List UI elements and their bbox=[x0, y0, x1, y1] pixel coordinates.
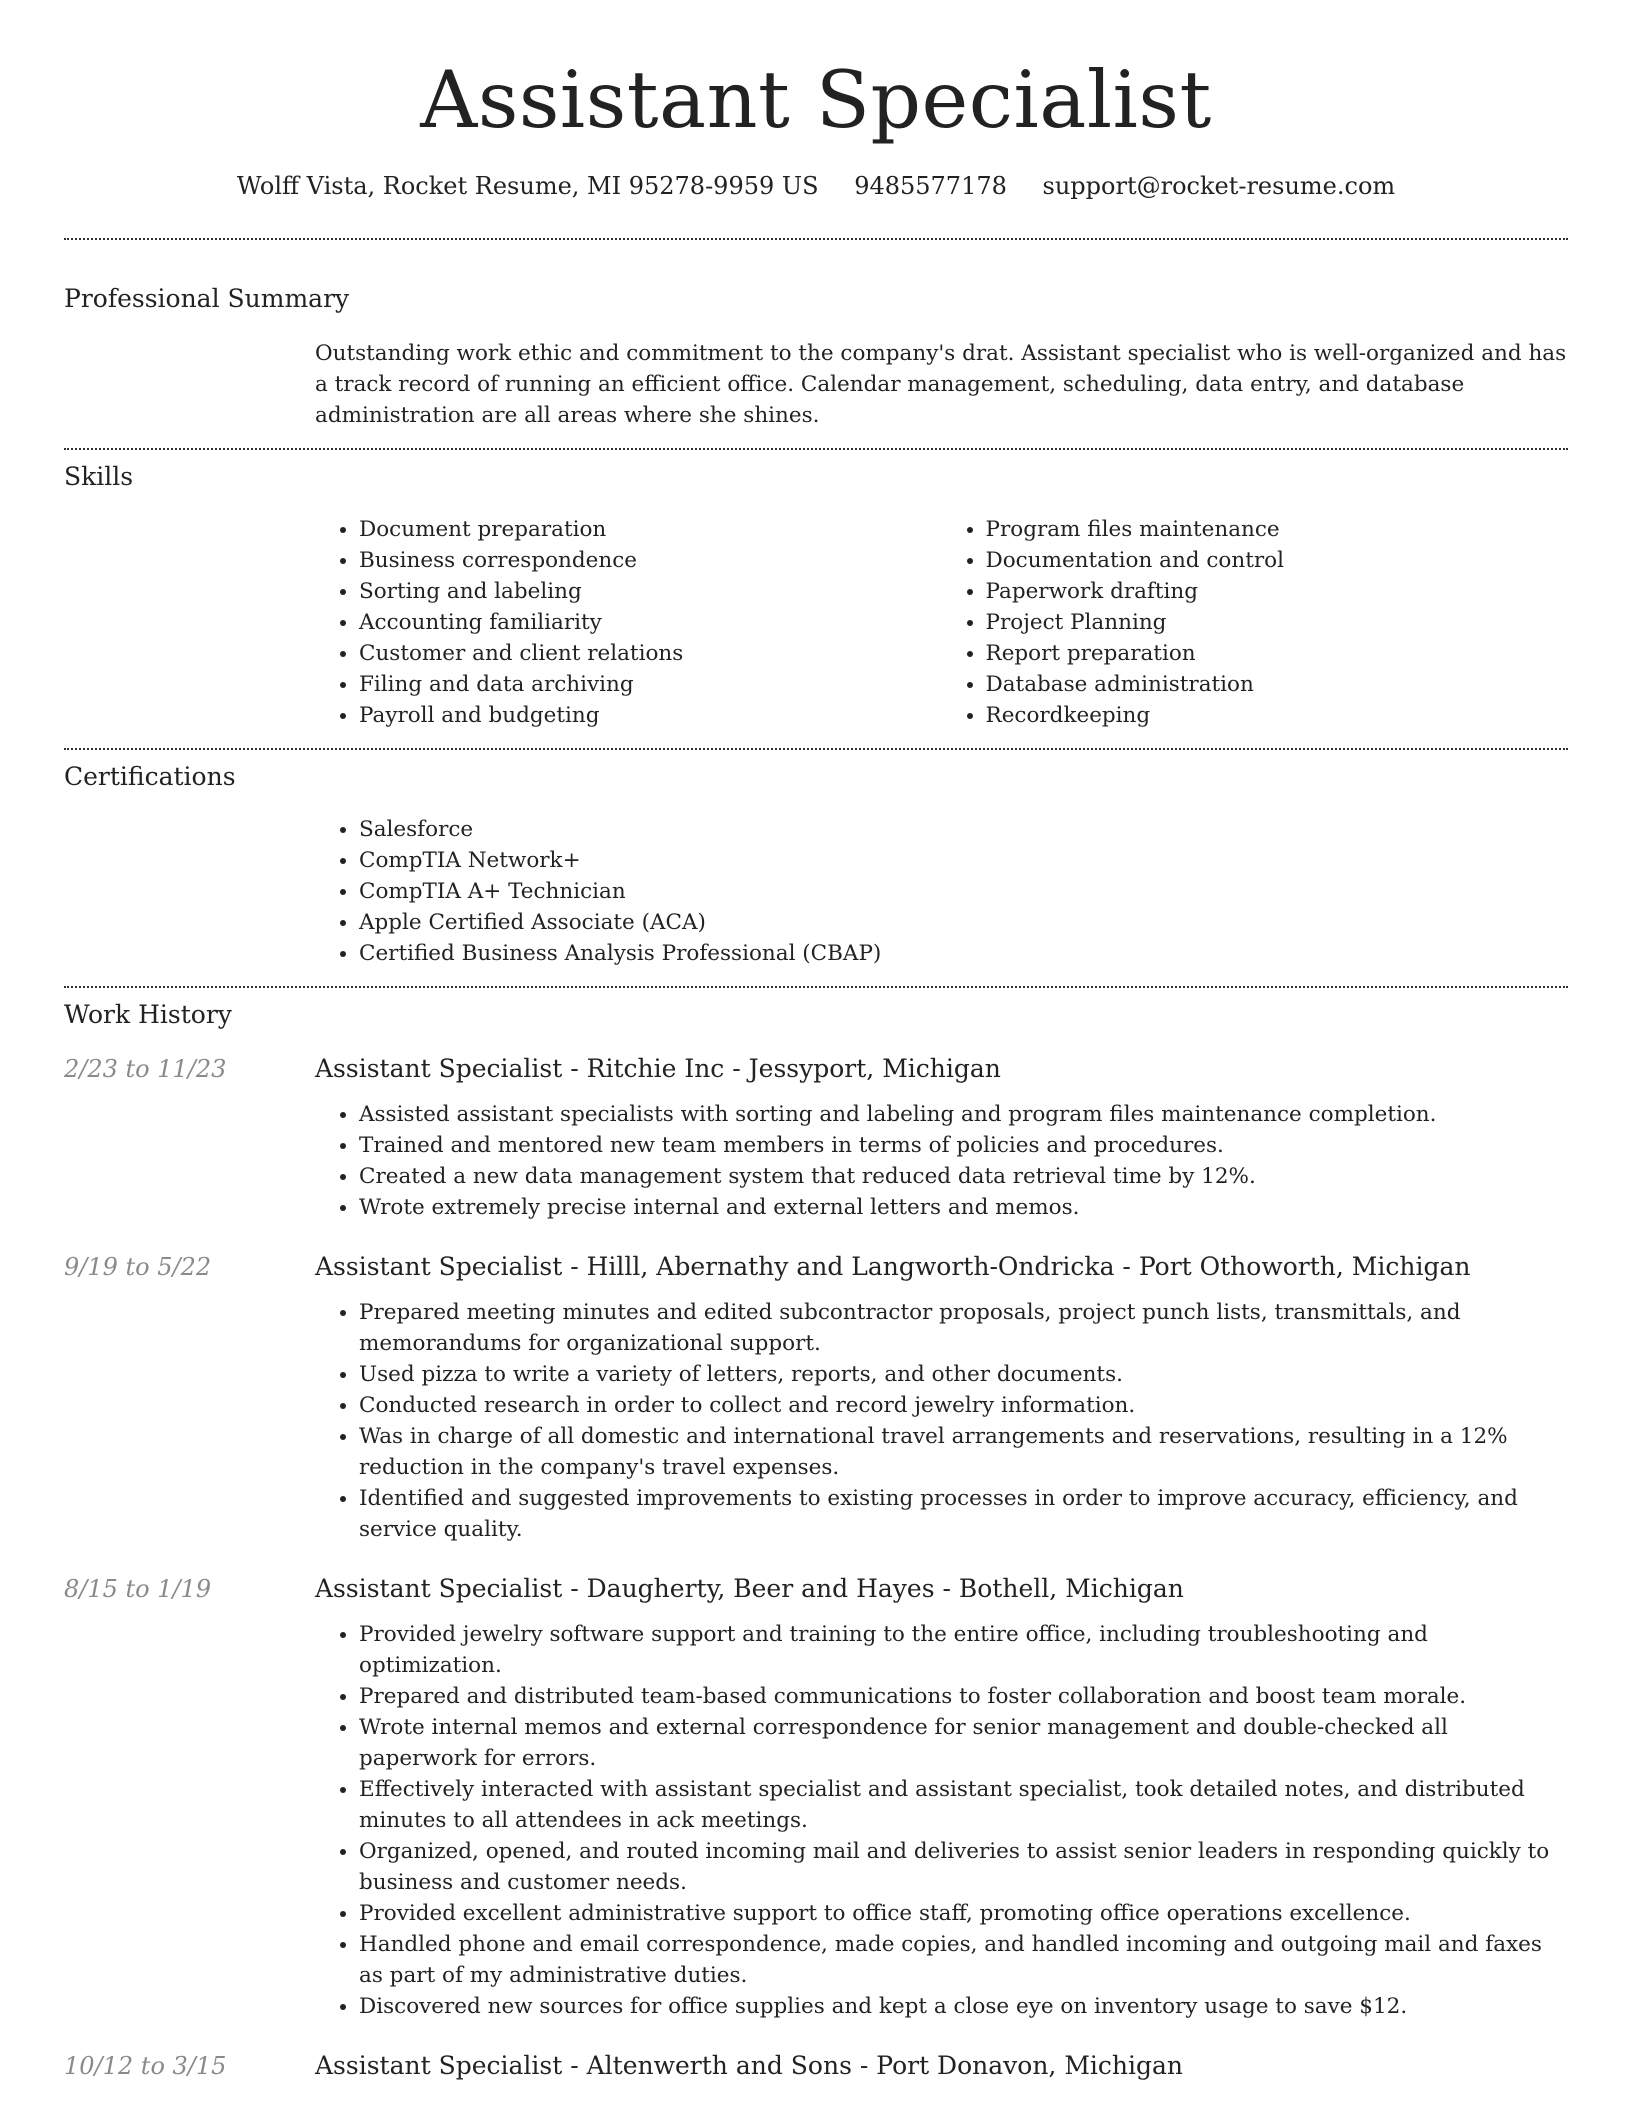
job-bullet: • Provided excellent administrative support to office staff, promoting office operations excellence. bbox=[359, 1898, 1568, 1929]
skill-item: • Paperwork drafting bbox=[986, 576, 1569, 607]
job-bullet: • Effectively interacted with assistant specialist and assistant specialist, took detailed notes, and distributed minutes to all attendees in ack meetings. bbox=[359, 1774, 1568, 1836]
job-bullet: • Conducted research in order to collect and record jewelry information. bbox=[359, 1390, 1568, 1421]
job-entry bbox=[64, 1052, 1568, 1223]
skill-item: • Accounting familiarity bbox=[359, 607, 942, 638]
job-bullets bbox=[315, 1297, 1568, 1545]
resume-name: Assistant Specialist bbox=[420, 54, 1212, 146]
job-bullet: • Wrote extremely precise internal and external letters and memos. bbox=[359, 1192, 1568, 1223]
job-bullet: • Was in charge of all domestic and international travel arrangements and reservations, resulting in a 12% reduction in the company's travel expenses. bbox=[359, 1421, 1568, 1483]
job-entry bbox=[64, 1572, 1568, 2022]
summary-section bbox=[64, 240, 1568, 431]
certification-item: • Salesforce bbox=[359, 814, 1568, 845]
job-bullet: • Wrote internal memos and external correspondence for senior management and double-checked all paperwork for errors. bbox=[359, 1712, 1568, 1774]
job-dates: 9/19 to 5/22 bbox=[64, 1253, 212, 1281]
skills-section bbox=[64, 450, 1568, 731]
certifications-section bbox=[64, 750, 1568, 969]
contact-line bbox=[64, 170, 1568, 202]
certifications-content bbox=[315, 814, 1568, 969]
summary-content bbox=[315, 338, 1568, 431]
work-history-title: Work History bbox=[64, 1000, 232, 1029]
job-bullet: • Handled phone and email correspondence, made copies, and handled incoming and outgoing mail and faxes as part of my administrative duties. bbox=[359, 1929, 1568, 1991]
job-bullets bbox=[315, 1619, 1568, 2022]
certification-item: • Certified Business Analysis Professional (CBAP) bbox=[359, 938, 1568, 969]
skill-item: • Customer and client relations bbox=[359, 638, 942, 669]
certifications-list bbox=[315, 814, 1568, 969]
job-bullet: • Prepared meeting minutes and edited subcontractor proposals, project punch lists, transmittals, and memorandums for organizational support. bbox=[359, 1297, 1568, 1359]
job-bullets bbox=[315, 1099, 1568, 1223]
job-bullet: • Used pizza to write a variety of letters, reports, and other documents. bbox=[359, 1359, 1568, 1390]
certification-item: • CompTIA A+ Technician bbox=[359, 876, 1568, 907]
job-body bbox=[315, 2049, 1568, 2083]
job-bullet: • Assisted assistant specialists with sorting and labeling and program files maintenance completion. bbox=[359, 1099, 1568, 1130]
summary-title: Professional Summary bbox=[64, 284, 350, 313]
skill-item: • Sorting and labeling bbox=[359, 576, 942, 607]
job-dates: 10/12 to 3/15 bbox=[64, 2052, 227, 2080]
job-title: Assistant Specialist - Hilll, Abernathy and Langworth-Ondricka - Port Othoworth, Michigan bbox=[315, 1252, 1471, 1281]
job-title: Assistant Specialist - Altenwerth and Sons - Port Donavon, Michigan bbox=[315, 2051, 1184, 2080]
resume-page bbox=[64, 0, 1568, 2083]
skill-item: • Payroll and budgeting bbox=[359, 700, 942, 731]
job-bullet: • Discovered new sources for office supplies and kept a close eye on inventory usage to save $12. bbox=[359, 1991, 1568, 2022]
certifications-title: Certifications bbox=[64, 762, 236, 791]
skill-item: • Program files maintenance bbox=[986, 514, 1569, 545]
job-bullet: • Identified and suggested improvements to existing processes in order to improve accuracy, efficiency, and service quality. bbox=[359, 1483, 1568, 1545]
contact-address: Wolff Vista, Rocket Resume, MI 95278-9959 US bbox=[236, 172, 819, 200]
job-bullet: • Created a new data management system that reduced data retrieval time by 12%. bbox=[359, 1161, 1568, 1192]
job-bullet: • Prepared and distributed team-based communications to foster collaboration and boost team morale. bbox=[359, 1681, 1568, 1712]
skill-item: • Recordkeeping bbox=[986, 700, 1569, 731]
job-title: Assistant Specialist - Ritchie Inc - Jessyport, Michigan bbox=[315, 1054, 1001, 1083]
skill-item: • Project Planning bbox=[986, 607, 1569, 638]
job-body bbox=[315, 1572, 1568, 2022]
skill-item: • Documentation and control bbox=[986, 545, 1569, 576]
work-history-section bbox=[64, 988, 1568, 2083]
job-bullet: • Trained and mentored new team members in terms of policies and procedures. bbox=[359, 1130, 1568, 1161]
skills-list-left bbox=[315, 514, 942, 731]
skill-item: • Document preparation bbox=[359, 514, 942, 545]
job-bullet: • Organized, opened, and routed incoming mail and deliveries to assist senior leaders in responding quickly to business and customer needs. bbox=[359, 1836, 1568, 1898]
skills-title: Skills bbox=[64, 462, 134, 491]
skills-list-right bbox=[942, 514, 1569, 731]
skill-item: • Database administration bbox=[986, 669, 1569, 700]
job-title: Assistant Specialist - Daugherty, Beer and Hayes - Bothell, Michigan bbox=[315, 1574, 1184, 1603]
certification-item: • Apple Certified Associate (ACA) bbox=[359, 907, 1568, 938]
certification-item: • CompTIA Network+ bbox=[359, 845, 1568, 876]
job-dates: 8/15 to 1/19 bbox=[64, 1575, 212, 1603]
skill-item: • Business correspondence bbox=[359, 545, 942, 576]
contact-email: support@rocket-resume.com bbox=[1042, 172, 1396, 200]
job-entry bbox=[64, 2049, 1568, 2083]
job-bullet: • Provided jewelry software support and training to the entire office, including troubleshooting and optimization. bbox=[359, 1619, 1568, 1681]
job-dates: 2/23 to 11/23 bbox=[64, 1055, 227, 1083]
skills-grid bbox=[315, 514, 1568, 731]
skill-item: • Report preparation bbox=[986, 638, 1569, 669]
job-entry bbox=[64, 1250, 1568, 1545]
job-body bbox=[315, 1052, 1568, 1223]
summary-text: Outstanding work ethic and commitment to the company's drat. Assistant specialist who is well-organized and has a track record of running an efficient office. Calendar management, scheduling, data entry, and database administration are all areas where she shines. bbox=[315, 341, 1567, 428]
contact-phone: 9485577178 bbox=[854, 172, 1007, 200]
skill-item: • Filing and data archiving bbox=[359, 669, 942, 700]
job-body bbox=[315, 1250, 1568, 1545]
